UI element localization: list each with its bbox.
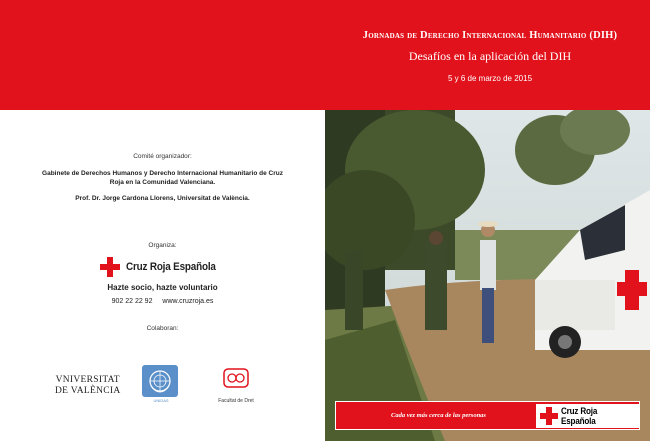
red-cross-icon bbox=[100, 257, 120, 277]
facultat-dret-icon bbox=[223, 368, 249, 390]
partner-logos bbox=[0, 365, 325, 415]
footer-banner bbox=[335, 401, 640, 430]
website-link[interactable]: www.cruzroja.es bbox=[162, 298, 214, 305]
org-name: Cruz Roja Española bbox=[125, 261, 216, 273]
header bbox=[330, 30, 650, 83]
banner-text: Cada vez más cerca de las personas bbox=[391, 412, 486, 419]
red-cross-icon bbox=[540, 407, 557, 425]
facultat-dret-logo bbox=[215, 368, 257, 404]
event-subtitle: Desafíos en la aplicación del DIH bbox=[408, 49, 572, 63]
slogan: Hazte socio, hazte voluntario bbox=[107, 283, 218, 292]
cruz-roja-logo bbox=[0, 257, 325, 277]
committee-line2: Prof. Dr. Jorge Cardona Llorens, Universitat de València. bbox=[75, 195, 250, 202]
fd-caption: Facultat de Dret bbox=[218, 398, 254, 404]
un-emblem-icon bbox=[142, 365, 178, 397]
united-nations-logo bbox=[142, 365, 180, 405]
un-caption: UNIDAS bbox=[153, 398, 169, 403]
event-date: 5 y 6 de marzo de 2015 bbox=[447, 74, 533, 83]
phone: 902 22 22 92 bbox=[111, 298, 153, 305]
colabora-label: Colaboran: bbox=[146, 325, 179, 332]
event-title: Jornadas de Derecho Internacional Humanitario (DIH) bbox=[362, 30, 618, 41]
uv-logo-line1: VNIVERSITAT bbox=[55, 375, 120, 385]
committee-label: Comité organizador: bbox=[133, 153, 192, 160]
banner-logo bbox=[536, 404, 640, 428]
universitat-valencia-logo bbox=[55, 375, 121, 397]
uv-logo-line2: DE VALÈNCIA bbox=[55, 386, 121, 396]
banner-org-name: Cruz Roja Española bbox=[561, 406, 598, 426]
left-panel bbox=[0, 110, 325, 441]
field-photo bbox=[325, 110, 650, 441]
contact-line bbox=[0, 298, 325, 305]
organiza-label: Organiza: bbox=[148, 242, 177, 249]
committee-line1: Gabinete de Derechos Humanos y Derecho Internacional Humanitario de Cruz Roja en la Comunidad Valenciana. bbox=[42, 170, 283, 186]
